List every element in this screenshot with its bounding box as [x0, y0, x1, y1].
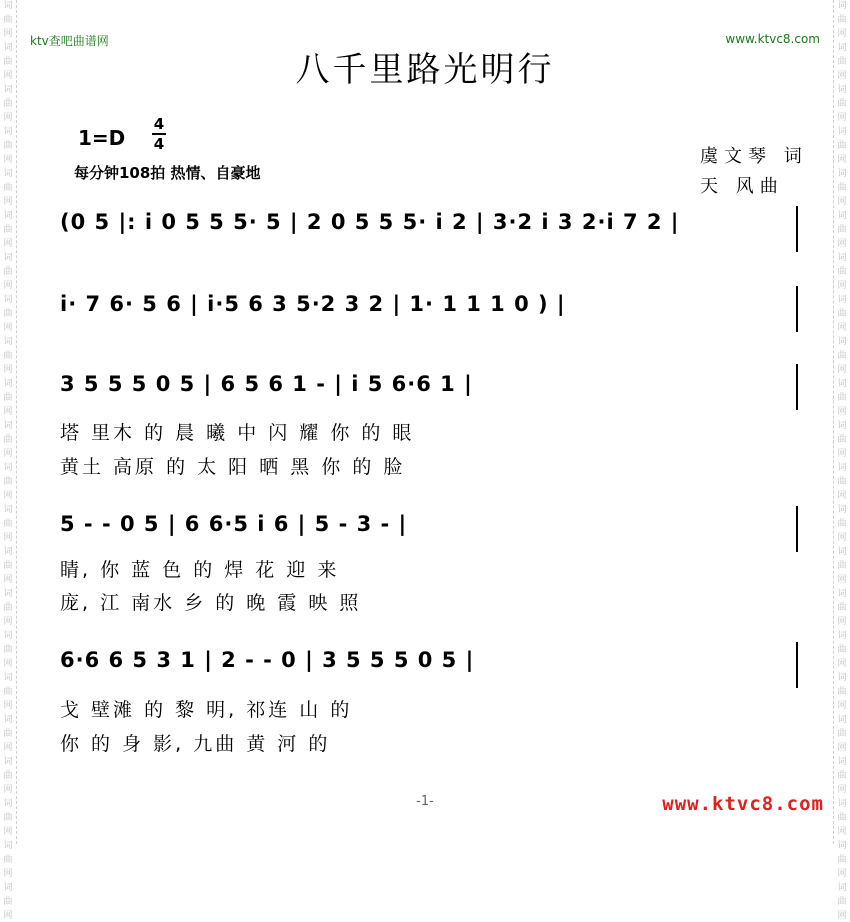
lyricist-credit: 虞文琴 词: [700, 146, 808, 167]
notation-line: i· 7 6· 5 6 | i·5 6 3 5·2 3 2 | 1· 1 1 1 0 ) |: [60, 292, 566, 316]
notation-line: 3 5 5 5 0 5 | 6 5 6 1 - | i 5 6·6 1 |: [60, 372, 473, 396]
composer-credit: 天 风曲: [700, 176, 784, 197]
barline: [796, 206, 798, 252]
left-watermark-strip: 词 曲 网 词 曲 网 词 曲 网 词 曲 网 词 曲 网 词 曲 网 词 曲 网 词 曲 网 词 曲 网 词 曲 网 词 曲 网 词 曲 网 词 曲 网 词 曲 网 词 曲 网 词 曲 网 词 曲 网 词 曲 网 词 曲 网 词 曲 网 词 曲 网 词 曲 网: [0, 0, 17, 844]
notation-line: 6·6 6 5 3 1 | 2 - - 0 | 3 5 5 5 0 5 |: [60, 648, 475, 672]
right-watermark-strip: 词 曲 网 词 曲 网 词 曲 网 词 曲 网 词 曲 网 词 曲 网 词 曲 网 词 曲 网 词 曲 网 词 曲 网 词 曲 网 词 曲 网 词 曲 网 词 曲 网 词 曲 网 词 曲 网 词 曲 网 词 曲 网 词 曲 网 词 曲 网 词 曲 网 词 曲 网: [833, 0, 850, 844]
notation-line: 5 - - 0 5 | 6 6·5 i 6 | 5 - 3 - |: [60, 512, 408, 536]
site-watermark-left: ktv查吧曲谱网: [30, 34, 109, 48]
page-number: -1-: [416, 794, 434, 809]
barline: [796, 506, 798, 552]
lyric-verse-2: 你 的 身 影, 九曲 黄 河 的: [60, 733, 331, 755]
barline: [796, 286, 798, 332]
site-watermark-right: www.ktvc8.com: [725, 32, 820, 46]
time-signature-top: 4: [153, 115, 165, 133]
lyric-verse-1: 睛, 你 蓝 色 的 焊 花 迎 来: [60, 559, 340, 581]
lyric-verse-2: 庞, 江 南水 乡 的 晚 霞 映 照: [60, 592, 362, 614]
key-signature: 1=D: [78, 126, 126, 150]
barline: [796, 364, 798, 410]
time-signature-bottom: 4: [153, 135, 165, 153]
lyric-verse-1: 塔 里木 的 晨 曦 中 闪 耀 你 的 眼: [60, 422, 415, 444]
song-title: 八千里路光明行: [295, 50, 555, 90]
tempo-marking: 每分钟108拍 热情、自豪地: [74, 164, 261, 182]
lyric-verse-1: 戈 壁滩 的 黎 明, 祁连 山 的: [60, 699, 353, 721]
time-signature: [152, 116, 166, 152]
lyric-verse-2: 黄土 高原 的 太 阳 晒 黑 你 的 脸: [60, 456, 406, 478]
site-logo: www.ktvc8.com: [662, 793, 824, 815]
barline: [796, 642, 798, 688]
notation-line: (0 5 |: i 0 5 5 5· 5 | 2 0 5 5 5· i 2 | 3·2 i 3 2·i 7 2 |: [60, 210, 680, 234]
